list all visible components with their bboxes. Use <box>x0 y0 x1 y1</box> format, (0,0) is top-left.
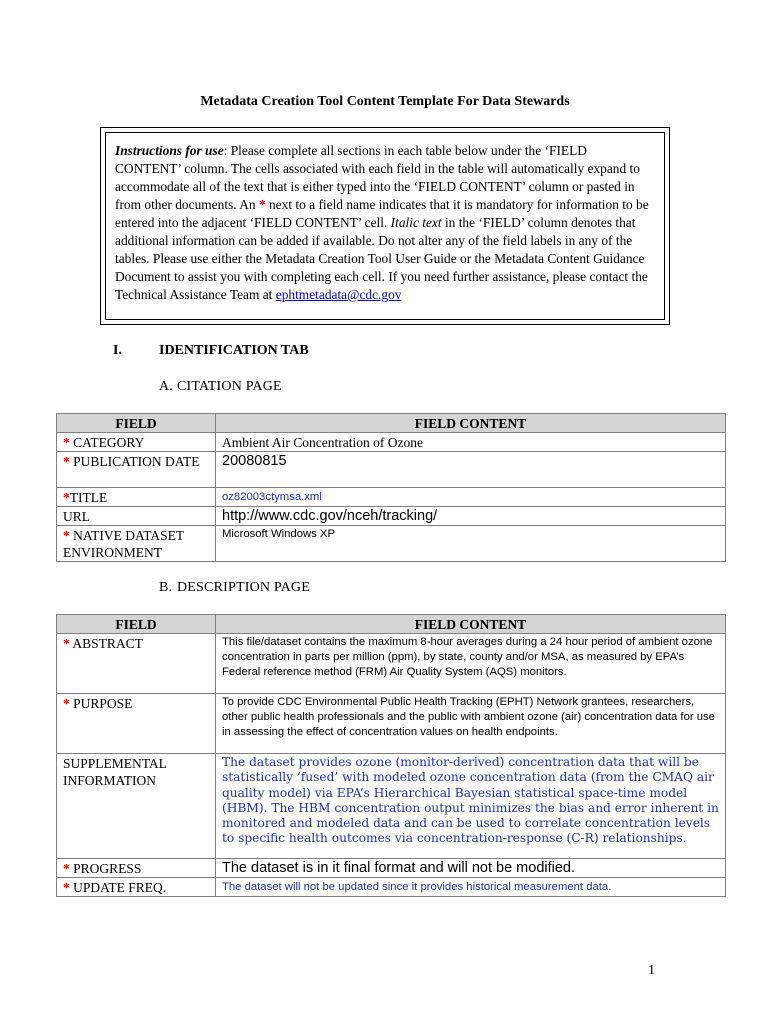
required-asterisk: * <box>63 861 70 876</box>
instructions-part-3: in the ‘FIELD’ column denotes that additional information can be added if available. Do not alter any of the field labels in any of the tables. Please use either the Metadata Creation Tool User Guide or the Metadata Content Guidance Document to assist you with completing each cell. If you need further assistance, please contact the Technical Assistance Team at <box>115 215 648 302</box>
field-label: *TITLE <box>57 488 216 507</box>
citation-heading <box>159 379 282 395</box>
citation-table <box>56 413 726 562</box>
table-row <box>57 488 726 507</box>
table-row <box>57 526 726 562</box>
field-label: URL <box>57 507 216 526</box>
field-label: * NATIVE DATASET ENVIRONMENT <box>57 526 216 562</box>
field-label: * PROGRESS <box>57 859 216 878</box>
table-row <box>57 694 726 754</box>
instructions-box <box>100 127 670 325</box>
italic-text-label: Italic text <box>390 215 442 230</box>
required-asterisk: * <box>63 528 70 543</box>
section-heading <box>113 343 309 359</box>
instructions-label: Instructions for use <box>115 143 224 158</box>
instructions-text <box>105 132 665 320</box>
table-row <box>57 754 726 859</box>
citation-header-content: FIELD CONTENT <box>216 414 726 433</box>
field-content-cell[interactable]: The dataset will not be updated since it provides historical measurement data. <box>216 878 726 897</box>
table-row <box>57 859 726 878</box>
description-title: DESCRIPTION PAGE <box>177 580 310 595</box>
table-row <box>57 634 726 694</box>
description-header-field: FIELD <box>57 615 216 634</box>
description-table <box>56 614 726 897</box>
field-label: * ABSTRACT <box>57 634 216 694</box>
required-asterisk: * <box>63 880 70 895</box>
table-row <box>57 878 726 897</box>
field-label: SUPPLEMENTAL INFORMATION <box>57 754 216 859</box>
field-label: * PUBLICATION DATE <box>57 452 216 488</box>
citation-title: CITATION PAGE <box>177 379 282 394</box>
field-content-cell[interactable]: Microsoft Windows XP <box>216 526 726 562</box>
required-asterisk: * <box>63 435 70 450</box>
field-content-cell[interactable]: Ambient Air Concentration of Ozone <box>216 433 726 452</box>
required-asterisk: * <box>63 490 70 505</box>
field-label: * CATEGORY <box>57 433 216 452</box>
description-heading <box>159 580 310 596</box>
field-content-cell[interactable]: The dataset provides ozone (monitor-derived) concentration data that will be statistically ‘fused’ with modeled ozone concentration data (from the CMAQ air quality model) via EPA’s Hierarchical Bayesian statistical space-time model (HBM). The HBM concentration output minimizes the bias and error inherent in monitored and modeled data and can be used to correlate concentration levels to specific health outcomes via concentration-response (C-R) relationships. <box>216 754 726 859</box>
section-number: I. <box>113 343 122 358</box>
field-content-cell[interactable]: http://www.cdc.gov/nceh/tracking/ <box>216 507 726 526</box>
required-asterisk: * <box>63 696 70 711</box>
required-asterisk: * <box>63 636 70 651</box>
section-title: IDENTIFICATION TAB <box>159 343 309 358</box>
field-content-cell[interactable]: This file/dataset contains the maximum 8-hour averages during a 24 hour period of ambient ozone concentration in parts per million (ppm), by state, county and/or MSA, as measured by EPA’s Federal reference method (FRM) Air Quality System (AQS) monitors. <box>216 634 726 694</box>
description-header-content: FIELD CONTENT <box>216 615 726 634</box>
table-row <box>57 507 726 526</box>
description-letter: B. <box>159 580 173 595</box>
citation-letter: A. <box>159 379 174 394</box>
table-row <box>57 452 726 488</box>
table-row <box>57 433 726 452</box>
page-number: 1 <box>648 963 655 978</box>
field-content-cell[interactable]: The dataset is in it final format and will not be modified. <box>216 859 726 878</box>
citation-header-field: FIELD <box>57 414 216 433</box>
instructions-part-2: next to a field name indicates that it is mandatory for information to be entered into the adjacent ‘FIELD CONTENT’ cell. <box>115 197 649 230</box>
required-asterisk: * <box>63 454 70 469</box>
field-content-cell[interactable]: 20080815 <box>216 452 726 488</box>
field-label: * UPDATE FREQ. <box>57 878 216 897</box>
instructions-part-1: : Please complete all sections in each table below under the ‘FIELD CONTENT’ column. The cells associated with each field in the table will automatically expand to accommodate all of the text that is either typed into the ‘FIELD CONTENT’ column or pasted in from other documents. An <box>115 143 640 212</box>
document-title: Metadata Creation Tool Content Template For Data Stewards <box>200 94 570 109</box>
field-content-cell[interactable]: oz82003ctymsa.xml <box>216 488 726 507</box>
required-asterisk: * <box>258 197 266 212</box>
field-label: * PURPOSE <box>57 694 216 754</box>
field-content-cell[interactable]: To provide CDC Environmental Public Health Tracking (EPHT) Network grantees, researchers, other public health professionals and the public with ambient ozone (air) concentration data for use in assessing the effect of concentration values on health endpoints. <box>216 694 726 754</box>
email-link[interactable]: ephtmetadata@cdc.gov <box>275 287 402 302</box>
